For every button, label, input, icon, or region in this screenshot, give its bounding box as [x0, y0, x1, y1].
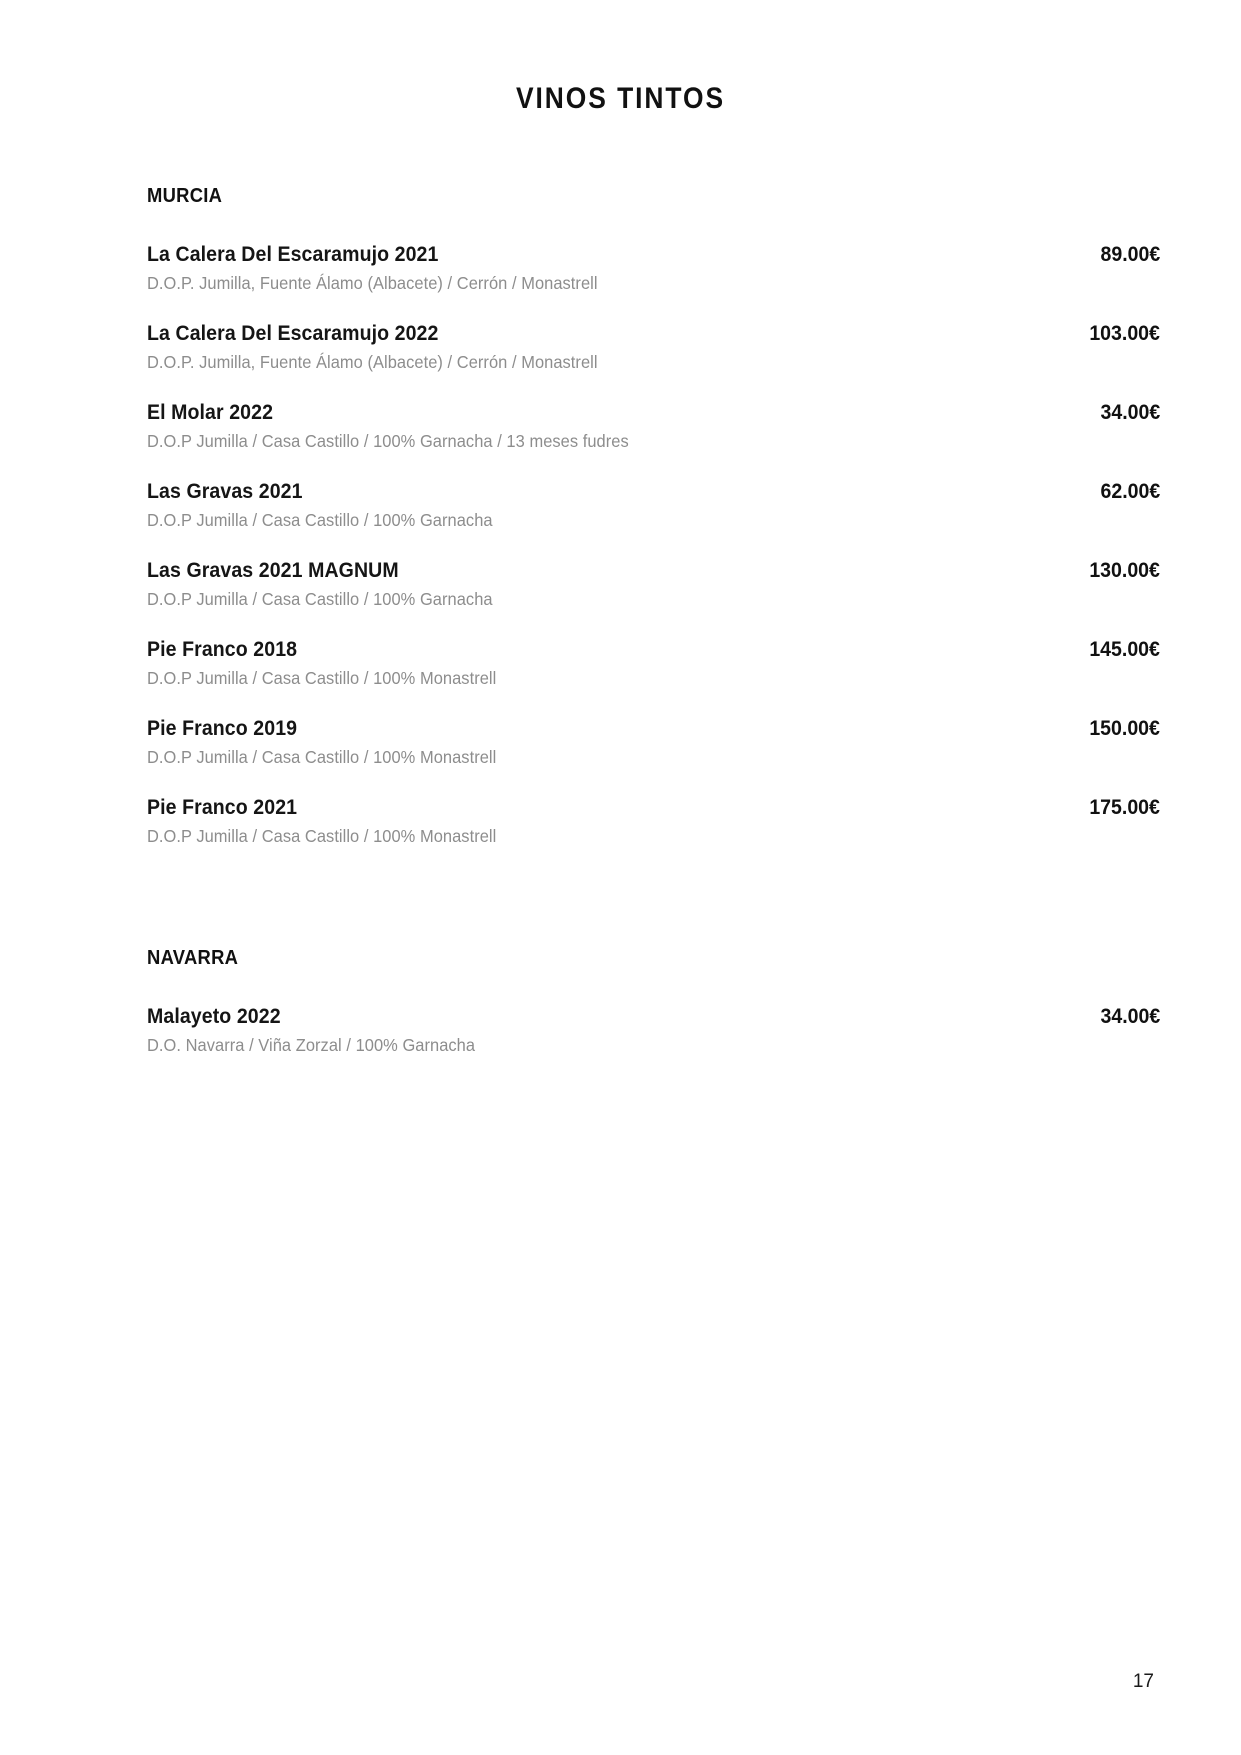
wine-description: D.O.P. Jumilla, Fuente Álamo (Albacete) / Cerrón / Monastrell [147, 273, 598, 293]
wine-description: D.O.P. Jumilla, Fuente Álamo (Albacete) / Cerrón / Monastrell [147, 352, 598, 372]
wine-description: D.O.P Jumilla / Casa Castillo / 100% Garnacha / 13 meses fudres [147, 431, 629, 451]
wine-list-item [147, 717, 1160, 768]
wine-name: El Molar 2022 [147, 401, 274, 424]
region-section-navarra [147, 947, 1160, 1056]
wine-name: Pie Franco 2021 [147, 796, 298, 819]
wine-head [147, 559, 1160, 583]
wine-price: 145.00€ [1089, 638, 1160, 661]
page-title: VINOS TINTOS [515, 82, 726, 115]
wine-list-item [147, 796, 1160, 847]
wine-head [147, 243, 1160, 267]
wine-head [147, 322, 1160, 346]
wine-name: La Calera Del Escaramujo 2021 [147, 243, 439, 266]
wine-head [147, 717, 1160, 741]
wine-description: D.O.P Jumilla / Casa Castillo / 100% Garnacha [147, 510, 493, 530]
wine-list-item [147, 322, 1160, 373]
region-section-murcia [147, 185, 1160, 847]
wine-head [147, 1005, 1160, 1029]
region-title: MURCIA [147, 185, 223, 207]
wine-description: D.O.P Jumilla / Casa Castillo / 100% Monastrell [147, 668, 497, 688]
wine-price: 103.00€ [1089, 322, 1160, 345]
wine-list-item [147, 638, 1160, 689]
wine-description: D.O. Navarra / Viña Zorzal / 100% Garnacha [147, 1035, 476, 1055]
wine-list-item [147, 243, 1160, 294]
wine-list-item [147, 559, 1160, 610]
wine-description: D.O.P Jumilla / Casa Castillo / 100% Garnacha [147, 589, 493, 609]
wine-list-item [147, 480, 1160, 531]
wine-name: Malayeto 2022 [147, 1005, 281, 1028]
wine-name: Pie Franco 2019 [147, 717, 298, 740]
wine-name: La Calera Del Escaramujo 2022 [147, 322, 439, 345]
wine-head [147, 401, 1160, 425]
wine-head [147, 480, 1160, 504]
wine-price: 175.00€ [1089, 796, 1160, 819]
wine-price: 150.00€ [1089, 717, 1160, 740]
page-number: 17 [1132, 1671, 1154, 1692]
wine-description: D.O.P Jumilla / Casa Castillo / 100% Monastrell [147, 826, 497, 846]
wine-price: 34.00€ [1100, 1005, 1160, 1028]
wine-price: 34.00€ [1100, 401, 1160, 424]
wine-price: 62.00€ [1100, 480, 1160, 503]
wine-name: Pie Franco 2018 [147, 638, 298, 661]
wine-list-item [147, 1005, 1160, 1056]
menu-content [147, 185, 1160, 1056]
wine-name: Las Gravas 2021 MAGNUM [147, 559, 399, 582]
wine-list-item [147, 401, 1160, 452]
wine-price: 89.00€ [1100, 243, 1160, 266]
section-spacer [147, 847, 1160, 947]
wine-head [147, 796, 1160, 820]
wine-head [147, 638, 1160, 662]
wine-price: 130.00€ [1089, 559, 1160, 582]
wine-name: Las Gravas 2021 [147, 480, 303, 503]
region-title: NAVARRA [147, 947, 239, 969]
wine-description: D.O.P Jumilla / Casa Castillo / 100% Monastrell [147, 747, 497, 767]
